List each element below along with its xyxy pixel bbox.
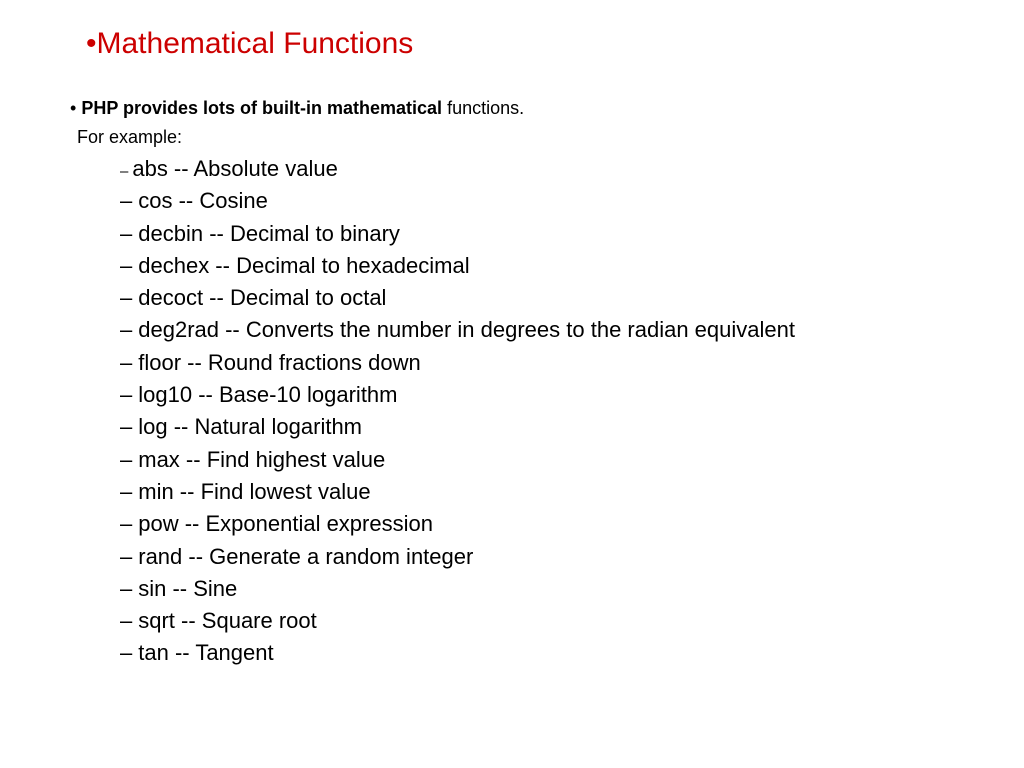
function-text: decoct -- Decimal to octal <box>138 285 387 311</box>
dash-marker: – <box>120 163 129 180</box>
dash-marker: – <box>120 478 133 504</box>
dash-marker: – <box>120 349 133 375</box>
function-text: log -- Natural logarithm <box>138 414 362 440</box>
function-text: rand -- Generate a random integer <box>138 543 474 569</box>
list-item <box>120 218 795 250</box>
list-item <box>120 573 795 605</box>
list-item <box>120 508 795 540</box>
function-text: log10 -- Base-10 logarithm <box>138 382 398 408</box>
list-item <box>120 444 795 476</box>
function-list <box>120 153 795 670</box>
slide-title: •Mathematical Functions <box>86 27 414 60</box>
list-item <box>120 411 795 443</box>
intro-bullet: • <box>70 98 77 118</box>
dash-marker: – <box>120 511 133 537</box>
function-text: pow -- Exponential expression <box>138 511 433 537</box>
dash-marker: – <box>120 382 133 408</box>
dash-marker: – <box>120 446 133 472</box>
function-text: sin -- Sine <box>138 575 238 601</box>
dash-marker: – <box>120 543 133 569</box>
dash-marker: – <box>120 575 133 601</box>
dash-marker: – <box>120 317 133 343</box>
list-item <box>120 250 795 282</box>
list-item <box>120 347 795 379</box>
list-item <box>120 637 795 669</box>
dash-marker: – <box>120 414 133 440</box>
list-item <box>120 541 795 573</box>
example-label: For example: <box>77 127 183 147</box>
intro-regular-text: functions. <box>447 98 525 118</box>
list-item <box>120 282 795 314</box>
function-text: sqrt -- Square root <box>138 608 317 634</box>
function-text: dechex -- Decimal to hexadecimal <box>138 252 470 278</box>
list-item <box>120 605 795 637</box>
function-text: max -- Find highest value <box>138 446 386 472</box>
dash-marker: – <box>120 640 133 666</box>
function-text: deg2rad -- Converts the number in degrees to the radian equivalent <box>138 317 795 343</box>
dash-marker: – <box>120 188 133 214</box>
function-text: floor -- Round fractions down <box>138 349 421 375</box>
dash-marker: – <box>120 252 133 278</box>
list-item <box>120 476 795 508</box>
dash-marker: – <box>120 608 133 634</box>
list-item <box>120 314 795 346</box>
intro-bold-text: PHP provides lots of built-in mathematical <box>81 98 443 118</box>
list-item <box>120 379 795 411</box>
function-text: min -- Find lowest value <box>138 478 371 504</box>
function-text: decbin -- Decimal to binary <box>138 220 400 246</box>
dash-marker: – <box>120 220 133 246</box>
function-text: tan -- Tangent <box>138 640 274 666</box>
list-item <box>120 185 795 217</box>
dash-marker: – <box>120 285 133 311</box>
function-text: abs -- Absolute value <box>132 156 338 181</box>
function-text: cos -- Cosine <box>138 188 268 214</box>
intro-line <box>70 96 524 120</box>
list-item <box>120 153 795 185</box>
